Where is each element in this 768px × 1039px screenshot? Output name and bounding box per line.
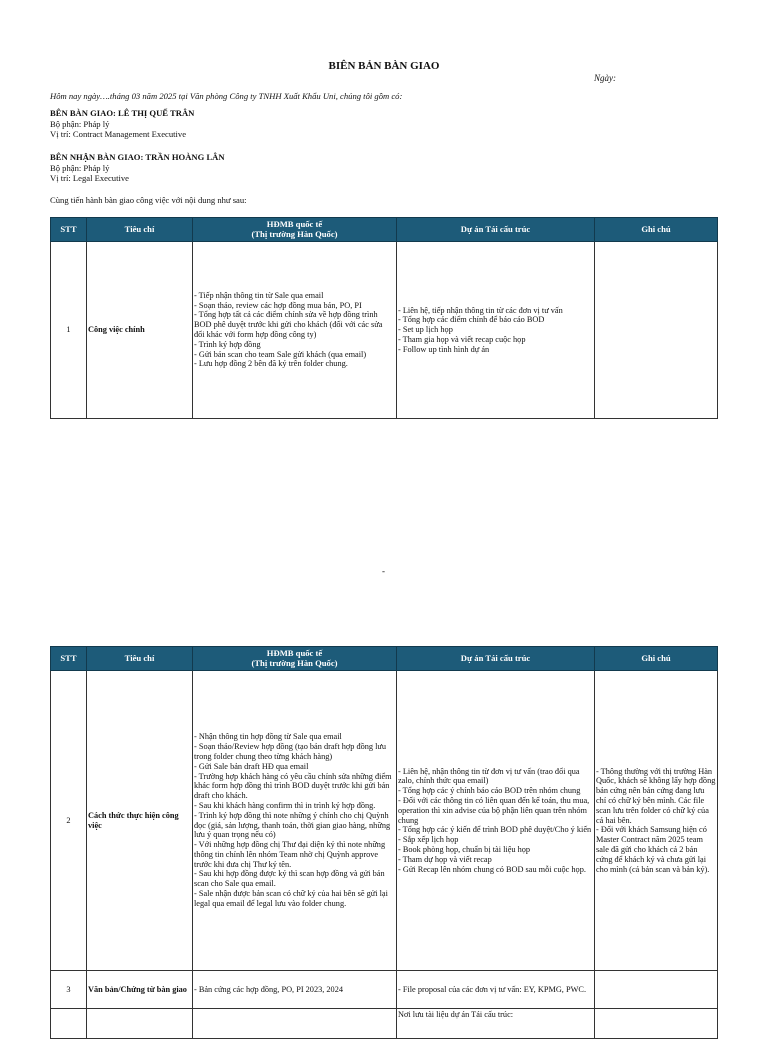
list-item: - Sau khi khách hàng confirm thì in trình ký hợp đồng. bbox=[194, 800, 376, 810]
proceed-text: Cùng tiến hành bàn giao công việc với nội dung như sau: bbox=[50, 195, 247, 205]
table-header-row bbox=[51, 218, 718, 242]
row1-stt: 1 bbox=[51, 242, 87, 419]
row3-criteria: Văn bản/Chứng từ bàn giao bbox=[87, 971, 193, 1009]
header-hdmb bbox=[193, 218, 397, 242]
list-item: - Trình ký hợp đồng bbox=[194, 339, 261, 349]
header-note: Ghi chú bbox=[595, 647, 718, 671]
header-criteria: Tiêu chí bbox=[87, 218, 193, 242]
list-item: - Liên hệ, tiếp nhận thông tin từ các đơn vị tư vấn bbox=[398, 305, 563, 315]
row4-project: Nơi lưu tài liệu dự án Tái cấu trúc: bbox=[397, 1009, 595, 1039]
list-item: - Liên hệ, nhận thông tin từ đơn vị tư vấn (trao đổi qua zalo, chính thức qua email) bbox=[398, 766, 580, 786]
row3-note bbox=[595, 971, 718, 1009]
giver-section bbox=[50, 108, 194, 140]
list-item: - Tiếp nhận thông tin từ Sale qua email bbox=[194, 290, 324, 300]
list-item: - Gửi Sale bản draft HĐ qua email bbox=[194, 761, 309, 771]
list-item: - Tổng hợp các điểm chính để báo cáo BOD bbox=[398, 315, 545, 325]
list-item: - Tham gia họp và viết recap cuộc họp bbox=[398, 334, 526, 344]
handover-table-2 bbox=[50, 646, 718, 1039]
page-separator-mark: - bbox=[382, 566, 385, 576]
list-item: - Tổng hợp tất cả các điểm chỉnh sửa về hợp đồng trình BOD phê duyệt trước khi gửi cho khách (đối với các sửa đổi khác với form hợp đồng công ty) bbox=[194, 310, 383, 339]
table-row bbox=[51, 242, 718, 419]
list-item: - Sale nhận được bản scan có chữ ký của hai bên sẽ gửi lại legal qua email để legal lưu vào folder chung. bbox=[194, 889, 388, 908]
list-item: - Soạn thảo, review các hợp đồng mua bán, PO, PI bbox=[194, 300, 362, 310]
header-hdmb-line1: HĐMB quốc tế bbox=[266, 648, 323, 659]
giver-dept: Bộ phận: Pháp lý bbox=[50, 118, 110, 129]
header-project: Dự án Tái cấu trúc bbox=[397, 218, 595, 242]
header-hdmb-line2: (Thị trường Hàn Quốc) bbox=[251, 657, 338, 668]
row3-stt: 3 bbox=[51, 971, 87, 1009]
row3-hdmb: - Bản cứng các hợp đồng, PO, PI 2023, 2024 bbox=[193, 971, 397, 1009]
list-item: - Tổng hợp các ý kiến để trình BOD phê duyệt/Cho ý kiến bbox=[398, 825, 592, 835]
header-note: Ghi chú bbox=[595, 218, 718, 242]
giver-position: Vị trí: Contract Management Executive bbox=[50, 129, 187, 140]
list-item: - Follow up tình hình dự án bbox=[398, 344, 490, 354]
receiver-dept: Bộ phận: Pháp lý bbox=[50, 162, 110, 173]
document-title: BIÊN BẢN BÀN GIAO bbox=[328, 60, 440, 72]
table-row bbox=[51, 671, 718, 971]
header-hdmb-line1: HĐMB quốc tế bbox=[266, 219, 323, 230]
list-item: - Soạn thảo/Review hợp đồng (tạo bản draft hợp đồng lưu trong folder chung theo từng khách hàng) bbox=[194, 742, 387, 761]
list-item: - Gửi bản scan cho team Sale gửi khách (qua email) bbox=[194, 349, 367, 359]
list-item: - Nhận thông tin hợp đồng từ Sale qua email bbox=[194, 732, 342, 742]
row1-criteria: Công việc chính bbox=[87, 242, 193, 419]
date-label: Ngày: bbox=[594, 73, 616, 83]
row2-hdmb bbox=[193, 671, 397, 971]
header-hdmb-line2: (Thị trường Hàn Quốc) bbox=[251, 228, 338, 239]
list-item: - Tổng hợp các ý chính báo cáo BOD trên nhóm chung bbox=[398, 786, 581, 796]
row1-hdmb bbox=[193, 242, 397, 419]
intro-text: Hôm nay ngày….tháng 03 năm 2025 tại Văn phòng Công ty TNHH Xuất Khẩu Uni, chúng tôi gồm có: bbox=[50, 91, 403, 101]
row2-criteria: Cách thức thực hiện công việc bbox=[87, 671, 193, 971]
list-item: - Trình ký hợp đồng thì note những ý chính cho chị Quỳnh đọc (giá, sản lượng, thanh toán, thời gian giao hàng, những lưu ý quan trọng nếu có) bbox=[194, 810, 391, 840]
list-item: - Tham dự họp và viết recap bbox=[398, 854, 492, 864]
header-project: Dự án Tái cấu trúc bbox=[397, 647, 595, 671]
list-item: - Đối với khách Samsung hiện có Master Contract năm 2025 team sale đã gửi cho khách cả 2 bản cứng để khách ký và chưa gửi lại cho mình (cả bản scan và bản ký). bbox=[596, 825, 710, 874]
row2-stt: 2 bbox=[51, 671, 87, 971]
list-item: - Lưu hợp đồng 2 bên đã ký trên folder chung. bbox=[194, 359, 348, 369]
list-item: - Sắp xếp lịch họp bbox=[398, 835, 459, 845]
handover-table-1 bbox=[50, 217, 718, 419]
row1-note bbox=[595, 242, 718, 419]
header-criteria: Tiêu chí bbox=[87, 647, 193, 671]
list-item: - Gửi Recap lên nhóm chung có BOD sau mỗi cuộc họp. bbox=[398, 864, 586, 874]
table-row bbox=[51, 971, 718, 1009]
giver-heading: BÊN BÀN GIAO: LÊ THỊ QUẾ TRÂN bbox=[50, 108, 195, 118]
list-item: - Đối với các thông tin có liên quan đến kế toán, thu mua, operation thì xin advise của bộ phận liên quan trên nhóm chung bbox=[398, 796, 590, 825]
header-stt: STT bbox=[51, 218, 87, 242]
row2-project bbox=[397, 671, 595, 971]
list-item: - Trường hợp khách hàng có yêu cầu chỉnh sửa những điểm khác form hợp đồng thì trình BOD duyệt trước khi gửi bản draft cho khách. bbox=[194, 771, 392, 801]
header-hdmb bbox=[193, 647, 397, 671]
receiver-heading: BÊN NHẬN BÀN GIAO: TRẦN HOÀNG LÂN bbox=[50, 152, 225, 162]
header-stt: STT bbox=[51, 647, 87, 671]
list-item: - Với những hợp đồng chị Thư đại diện ký thì note những thông tin chính lên nhóm Team nhờ chị Quỳnh approve trước khi đưa chị Thư ký tên. bbox=[194, 840, 386, 869]
list-item: - Set up lịch họp bbox=[398, 325, 453, 335]
list-item: - Thông thường với thị trường Hàn Quốc, khách sẽ không lấy hợp đồng bản cứng nên bản cứng đang lưu chỉ có chữ ký bên mình. Các file scan lưu trên folder có chữ ký của cả hai bên. bbox=[596, 766, 716, 825]
receiver-section bbox=[50, 152, 225, 184]
receiver-position: Vị trí: Legal Executive bbox=[50, 173, 129, 184]
table-header-row bbox=[51, 647, 718, 671]
list-item: - Book phòng họp, chuẩn bị tài liệu họp bbox=[398, 844, 531, 854]
row1-project bbox=[397, 242, 595, 419]
row2-note bbox=[595, 671, 718, 971]
row3-project: - File proposal của các đơn vị tư vấn: EY, KPMG, PWC. bbox=[397, 971, 595, 1009]
list-item: - Sau khi hợp đồng được ký thì scan hợp đồng và gửi bản scan cho Sale qua email. bbox=[194, 869, 385, 889]
